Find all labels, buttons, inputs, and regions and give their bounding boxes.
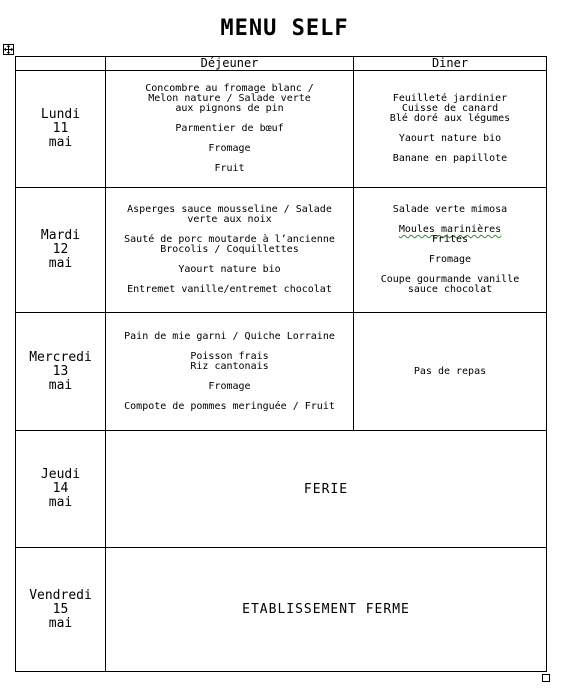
lunch-cell xyxy=(106,71,354,188)
dish-line: Entremet vanille/entremet chocolat xyxy=(127,284,332,295)
day-cell xyxy=(16,71,106,188)
dish-dessert xyxy=(106,402,353,412)
dish-line: Banane en papillote xyxy=(392,153,508,164)
dish-starter xyxy=(106,84,353,114)
dish-main xyxy=(354,94,546,124)
day-month: mai xyxy=(48,615,73,631)
menu-table xyxy=(15,56,547,672)
dish-starter xyxy=(354,205,546,215)
dinner-cell: Pas de repas xyxy=(354,313,547,431)
day-number: 15 xyxy=(52,601,69,617)
day-number: 12 xyxy=(52,242,69,257)
day-number: 14 xyxy=(52,481,69,496)
table-move-handle-icon[interactable] xyxy=(3,44,14,55)
day-number: 11 xyxy=(52,121,69,136)
header-row xyxy=(16,57,547,71)
dish-dessert xyxy=(354,154,546,164)
dish-cheese xyxy=(106,382,353,392)
dish-line: Melon nature / Salade verte xyxy=(148,93,311,104)
dish-dessert xyxy=(354,275,546,295)
menu-title: MENU SELF xyxy=(220,16,349,41)
lunch-cell xyxy=(106,188,354,313)
dish-main xyxy=(106,124,353,134)
dish-line: Fromage xyxy=(208,143,251,154)
dish-line: Compote de pommes meringuée / Fruit xyxy=(124,400,335,412)
day-cell xyxy=(16,548,106,672)
day-cell xyxy=(16,431,106,548)
dish-line: Asperges sauce mousseline / Salade xyxy=(127,204,332,215)
day-month: mai xyxy=(48,135,73,150)
dish-starter xyxy=(106,205,353,225)
dish-starter xyxy=(106,332,353,342)
header-dinner: Diner xyxy=(354,57,547,71)
day-name: Lundi xyxy=(40,107,81,122)
dish-line: Fruit xyxy=(214,163,245,174)
day-row-lundi xyxy=(16,71,547,188)
header-lunch: Déjeuner xyxy=(106,57,354,71)
table-resize-handle[interactable] xyxy=(542,674,550,682)
lunch-cell xyxy=(106,313,354,431)
dish-dessert xyxy=(106,164,353,174)
day-cell xyxy=(16,188,106,313)
day-month: mai xyxy=(48,256,73,271)
dish-line: Coupe gourmande vanille xyxy=(380,274,520,285)
dish-line: Blé doré aux légumes xyxy=(389,113,511,124)
holiday-cell: FERIE xyxy=(106,431,547,548)
dish-line: Sauté de porc moutarde à l’ancienne xyxy=(124,234,335,245)
dish-line: Feuilleté jardinier xyxy=(392,93,508,104)
dish-cheese xyxy=(354,255,546,265)
dish-line: Fromage xyxy=(428,254,472,265)
day-row-mardi xyxy=(16,188,547,313)
dish-main xyxy=(106,235,353,255)
dish-line: Poisson frais xyxy=(190,350,269,362)
dish-dairy xyxy=(354,134,546,144)
dish-line: Salade verte mimosa xyxy=(392,204,508,215)
dish-line-spellcheck: Moules marinières xyxy=(398,224,502,235)
day-month: mai xyxy=(48,495,73,510)
day-name: Vendredi xyxy=(29,587,92,603)
dish-line: Yaourt nature bio xyxy=(178,264,281,275)
day-name: Mardi xyxy=(40,228,81,243)
dish-line: Yaourt nature bio xyxy=(398,133,502,144)
dish-line: Pain de mie garni / Quiche Lorraine xyxy=(124,330,335,342)
dish-line: Riz cantonais xyxy=(190,360,269,372)
dish-dessert xyxy=(106,285,353,295)
dish-line: Concombre au fromage blanc / xyxy=(145,83,314,94)
dish-line: Frites xyxy=(431,234,469,245)
day-row-jeudi xyxy=(16,431,547,548)
day-month: mai xyxy=(48,377,73,393)
dish-cheese xyxy=(106,144,353,154)
dish-line: Parmentier de bœuf xyxy=(175,123,284,134)
dish-line: sauce chocolat xyxy=(407,284,493,295)
header-corner-cell xyxy=(16,57,106,71)
dish-line: aux pignons de pin xyxy=(175,103,284,114)
dish-line: Cuisse de canard xyxy=(401,103,499,114)
day-name: Mercredi xyxy=(29,349,92,365)
dish-line: Brocolis / Coquillettes xyxy=(160,244,299,255)
dish-line: verte aux noix xyxy=(187,214,272,225)
dinner-cell xyxy=(354,71,547,188)
closed-cell: ETABLISSEMENT FERME xyxy=(106,548,547,672)
dinner-cell xyxy=(354,188,547,313)
day-row-mercredi xyxy=(16,313,547,431)
dish-line: Fromage xyxy=(208,380,251,392)
dish-main xyxy=(106,352,353,372)
day-number: 13 xyxy=(52,363,69,379)
dish-main xyxy=(354,225,546,245)
day-row-vendredi xyxy=(16,548,547,672)
dish-dairy xyxy=(106,265,353,275)
day-name: Jeudi xyxy=(40,467,81,482)
day-cell xyxy=(16,313,106,431)
